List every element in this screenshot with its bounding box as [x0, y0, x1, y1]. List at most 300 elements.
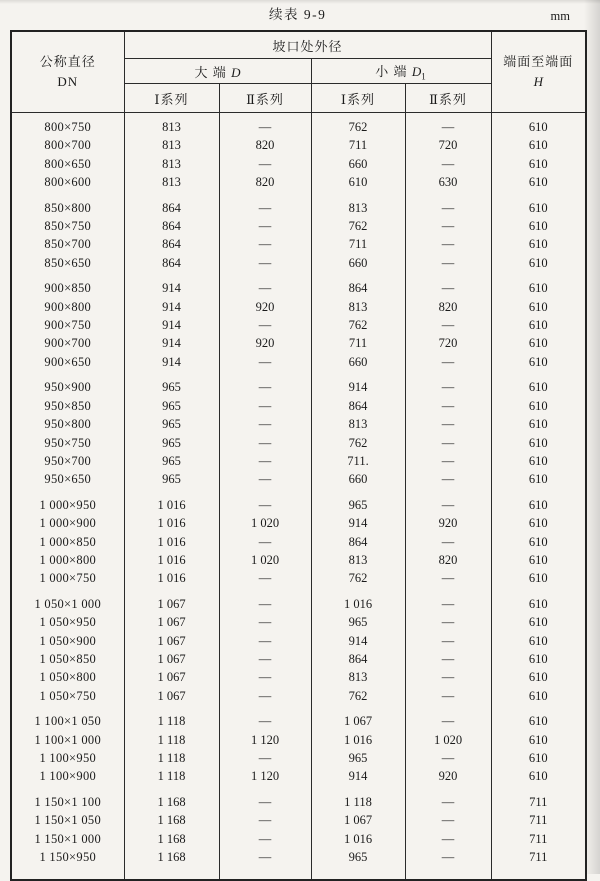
- spacer-cell: [219, 272, 311, 279]
- cell-d-series1: 813: [124, 173, 219, 191]
- spacer-cell: [219, 705, 311, 712]
- cell-d-series2: —: [219, 279, 311, 297]
- cell-d-series2: —: [219, 632, 311, 650]
- cell-d1-series1: 1 016: [311, 830, 405, 848]
- cell-d1-series2: 720: [405, 136, 491, 154]
- cell-dn: 900×750: [11, 316, 124, 334]
- cell-d1-series2: 630: [405, 173, 491, 191]
- cell-dn: 950×800: [11, 415, 124, 433]
- cell-dn: 1 100×950: [11, 749, 124, 767]
- cell-d1-series2: —: [405, 793, 491, 811]
- cell-d1-series2: 920: [405, 767, 491, 785]
- cell-d-series2: —: [219, 650, 311, 668]
- cell-d1-series1: 711: [311, 334, 405, 352]
- cell-d1-series1: 813: [311, 298, 405, 316]
- cell-d-series1: 864: [124, 199, 219, 217]
- cell-d1-series2: —: [405, 569, 491, 587]
- table-row: [11, 298, 586, 316]
- cell-d-series2: —: [219, 199, 311, 217]
- spacer-cell: [219, 866, 311, 880]
- spacer-cell: [124, 588, 219, 595]
- cell-d1-series2: —: [405, 712, 491, 730]
- cell-h: 610: [491, 378, 586, 396]
- cell-d1-series2: —: [405, 217, 491, 235]
- cell-d1-series1: 1 067: [311, 712, 405, 730]
- cell-d-series2: —: [219, 434, 311, 452]
- table-row: [11, 136, 586, 154]
- group-gap-row: [11, 489, 586, 496]
- cell-d1-series1: 864: [311, 533, 405, 551]
- cell-dn: 850×700: [11, 235, 124, 253]
- cell-d-series1: 1 168: [124, 848, 219, 866]
- cell-d-series2: —: [219, 254, 311, 272]
- cell-d1-series1: 660: [311, 353, 405, 371]
- table-row: [11, 569, 586, 587]
- spacer-cell: [491, 272, 586, 279]
- cell-dn: 1 050×850: [11, 650, 124, 668]
- cell-d-series1: 1 067: [124, 613, 219, 631]
- cell-d1-series1: 711: [311, 235, 405, 253]
- cell-d-series2: 920: [219, 334, 311, 352]
- cell-d-series2: —: [219, 397, 311, 415]
- cell-h: 610: [491, 569, 586, 587]
- cell-d1-series1: 1 016: [311, 595, 405, 613]
- cell-dn: 1 000×950: [11, 496, 124, 514]
- cell-dn: 800×700: [11, 136, 124, 154]
- cell-d-series1: 914: [124, 279, 219, 297]
- cell-d-series1: 965: [124, 378, 219, 396]
- cell-h: 610: [491, 749, 586, 767]
- cell-d1-series2: —: [405, 155, 491, 173]
- group-gap-row: [11, 192, 586, 199]
- cell-d-series1: 1 016: [124, 514, 219, 532]
- cell-h: 711: [491, 811, 586, 829]
- cell-d-series1: 813: [124, 155, 219, 173]
- spacer-cell: [11, 489, 124, 496]
- cell-h: 610: [491, 470, 586, 488]
- cell-dn: 1 150×1 000: [11, 830, 124, 848]
- cell-d1-series2: 1 020: [405, 731, 491, 749]
- spacer-cell: [405, 866, 491, 880]
- cell-d1-series1: 762: [311, 118, 405, 136]
- cell-d-series2: —: [219, 533, 311, 551]
- cell-d-series1: 1 067: [124, 668, 219, 686]
- cell-d1-series1: 914: [311, 378, 405, 396]
- cell-dn: 800×750: [11, 118, 124, 136]
- cell-h: 610: [491, 298, 586, 316]
- cell-h: 711: [491, 793, 586, 811]
- spacer-cell: [11, 588, 124, 595]
- spacer-cell: [405, 489, 491, 496]
- cell-d1-series2: —: [405, 830, 491, 848]
- cell-d1-series2: —: [405, 811, 491, 829]
- trailing-spacer-row: [11, 866, 586, 880]
- cell-d-series2: 1 020: [219, 551, 311, 569]
- cell-dn: 1 050×750: [11, 687, 124, 705]
- table-header: [11, 31, 586, 113]
- table-row: [11, 415, 586, 433]
- cell-h: 610: [491, 334, 586, 352]
- cell-d1-series1: 864: [311, 650, 405, 668]
- cell-d1-series2: —: [405, 199, 491, 217]
- table-row: [11, 397, 586, 415]
- cell-d1-series2: —: [405, 279, 491, 297]
- spacer-cell: [219, 192, 311, 199]
- table-row: [11, 279, 586, 297]
- header-big-end-symbol: D: [231, 64, 241, 80]
- cell-d-series2: 1 120: [219, 767, 311, 785]
- cell-dn: 950×650: [11, 470, 124, 488]
- cell-d1-series1: 711.: [311, 452, 405, 470]
- header-small-end-subscript: 1: [421, 71, 427, 82]
- cell-d1-series2: —: [405, 632, 491, 650]
- cell-d-series2: 1 020: [219, 514, 311, 532]
- cell-dn: 1 100×900: [11, 767, 124, 785]
- table-row: [11, 235, 586, 253]
- table-row: [11, 551, 586, 569]
- cell-d1-series1: 914: [311, 632, 405, 650]
- table-row: [11, 173, 586, 191]
- cell-dn: 1 050×1 000: [11, 595, 124, 613]
- spacer-cell: [491, 866, 586, 880]
- cell-d-series2: —: [219, 155, 311, 173]
- header-small-end-series1: Ⅰ系列: [311, 84, 405, 113]
- cell-dn: 850×750: [11, 217, 124, 235]
- table-row: [11, 767, 586, 785]
- cell-d-series1: 1 067: [124, 595, 219, 613]
- spacer-cell: [11, 705, 124, 712]
- spacer-cell: [219, 786, 311, 793]
- table-row: [11, 533, 586, 551]
- header-small-end-series2: Ⅱ系列: [405, 84, 491, 113]
- cell-d1-series2: 820: [405, 298, 491, 316]
- table-row: [11, 830, 586, 848]
- table-row: [11, 353, 586, 371]
- cell-d-series1: 1 168: [124, 830, 219, 848]
- spacer-cell: [11, 192, 124, 199]
- cell-d-series1: 1 067: [124, 632, 219, 650]
- cell-dn: 950×750: [11, 434, 124, 452]
- cell-h: 711: [491, 848, 586, 866]
- table-row: [11, 712, 586, 730]
- cell-d-series2: 920: [219, 298, 311, 316]
- cell-d-series1: 965: [124, 452, 219, 470]
- table-row: [11, 470, 586, 488]
- cell-h: 610: [491, 632, 586, 650]
- spacer-cell: [11, 272, 124, 279]
- header-small-end: [311, 59, 491, 84]
- spacer-cell: [491, 588, 586, 595]
- cell-d-series2: —: [219, 118, 311, 136]
- table-row: [11, 650, 586, 668]
- cell-dn: 1 100×1 050: [11, 712, 124, 730]
- cell-d1-series2: —: [405, 415, 491, 433]
- table-row: [11, 155, 586, 173]
- cell-d-series2: —: [219, 613, 311, 631]
- cell-d-series1: 1 118: [124, 712, 219, 730]
- cell-h: 610: [491, 254, 586, 272]
- cell-d1-series1: 660: [311, 470, 405, 488]
- spacer-cell: [311, 192, 405, 199]
- table-row: [11, 217, 586, 235]
- cell-d-series2: —: [219, 470, 311, 488]
- spacer-cell: [311, 272, 405, 279]
- group-gap-row: [11, 705, 586, 712]
- spacer-cell: [124, 489, 219, 496]
- table-row: [11, 316, 586, 334]
- cell-d-series1: 1 067: [124, 650, 219, 668]
- cell-d-series1: 813: [124, 136, 219, 154]
- cell-d-series1: 965: [124, 415, 219, 433]
- spacer-cell: [219, 588, 311, 595]
- cell-d1-series1: 1 067: [311, 811, 405, 829]
- cell-d-series2: 1 120: [219, 731, 311, 749]
- cell-d-series2: 820: [219, 173, 311, 191]
- cell-d1-series2: —: [405, 254, 491, 272]
- spacer-cell: [491, 705, 586, 712]
- cell-h: 610: [491, 712, 586, 730]
- cell-dn: 900×700: [11, 334, 124, 352]
- cell-dn: 1 000×850: [11, 533, 124, 551]
- cell-d1-series1: 813: [311, 415, 405, 433]
- cell-d-series1: 1 016: [124, 569, 219, 587]
- cell-h: 610: [491, 731, 586, 749]
- cell-d-series2: —: [219, 569, 311, 587]
- cell-d1-series1: 1 118: [311, 793, 405, 811]
- cell-h: 610: [491, 767, 586, 785]
- cell-d1-series2: —: [405, 848, 491, 866]
- cell-d1-series1: 864: [311, 279, 405, 297]
- cell-h: 610: [491, 650, 586, 668]
- cell-d-series2: —: [219, 353, 311, 371]
- header-dn-symbol: DN: [57, 74, 79, 89]
- cell-d-series2: —: [219, 848, 311, 866]
- cell-d-series1: 1 118: [124, 731, 219, 749]
- cell-h: 610: [491, 353, 586, 371]
- spacer-cell: [405, 371, 491, 378]
- cell-d-series1: 864: [124, 235, 219, 253]
- cell-dn: 1 000×900: [11, 514, 124, 532]
- cell-d1-series2: —: [405, 397, 491, 415]
- cell-d1-series1: 914: [311, 767, 405, 785]
- cell-d1-series2: 820: [405, 551, 491, 569]
- cell-d1-series1: 660: [311, 155, 405, 173]
- table-row: [11, 118, 586, 136]
- cell-d1-series2: —: [405, 434, 491, 452]
- cell-dn: 950×700: [11, 452, 124, 470]
- cell-d-series1: 965: [124, 434, 219, 452]
- cell-d-series1: 1 168: [124, 793, 219, 811]
- cell-dn: 1 050×900: [11, 632, 124, 650]
- header-small-end-symbol: D: [411, 63, 422, 79]
- cell-dn: 850×650: [11, 254, 124, 272]
- cell-d1-series1: 813: [311, 551, 405, 569]
- cell-d-series1: 1 067: [124, 687, 219, 705]
- cell-d-series1: 965: [124, 397, 219, 415]
- spacer-cell: [311, 866, 405, 880]
- table-row: [11, 254, 586, 272]
- cell-d1-series2: 920: [405, 514, 491, 532]
- cell-h: 610: [491, 514, 586, 532]
- unit-label: mm: [550, 9, 570, 23]
- table-row: [11, 731, 586, 749]
- cell-h: 610: [491, 415, 586, 433]
- cell-dn: 950×850: [11, 397, 124, 415]
- header-face-to-face-label: 端面至端面: [503, 53, 574, 69]
- cell-dn: 800×650: [11, 155, 124, 173]
- table-row: [11, 811, 586, 829]
- header-face-to-face: [491, 31, 586, 113]
- spacer-cell: [124, 705, 219, 712]
- cell-d1-series1: 965: [311, 848, 405, 866]
- cell-d-series2: —: [219, 595, 311, 613]
- table-row: [11, 687, 586, 705]
- cell-d1-series2: 720: [405, 334, 491, 352]
- cell-d1-series2: —: [405, 595, 491, 613]
- cell-h: 610: [491, 397, 586, 415]
- spacer-cell: [405, 192, 491, 199]
- cell-dn: 800×600: [11, 173, 124, 191]
- spacer-cell: [311, 489, 405, 496]
- spacer-cell: [311, 371, 405, 378]
- spacer-cell: [491, 489, 586, 496]
- cell-h: 610: [491, 217, 586, 235]
- spacer-cell: [11, 371, 124, 378]
- cell-d1-series1: 914: [311, 514, 405, 532]
- cell-h: 610: [491, 687, 586, 705]
- cell-h: 610: [491, 136, 586, 154]
- cell-h: 610: [491, 452, 586, 470]
- cell-h: 610: [491, 533, 586, 551]
- table-row: [11, 496, 586, 514]
- cell-d1-series1: 711: [311, 136, 405, 154]
- cell-d-series1: 914: [124, 298, 219, 316]
- cell-d1-series2: —: [405, 470, 491, 488]
- table-row: [11, 595, 586, 613]
- cell-d-series2: —: [219, 496, 311, 514]
- cell-dn: 1 150×1 100: [11, 793, 124, 811]
- cell-h: 610: [491, 595, 586, 613]
- cell-h: 711: [491, 830, 586, 848]
- spec-table: [10, 30, 587, 881]
- table-row: [11, 793, 586, 811]
- cell-d1-series1: 762: [311, 569, 405, 587]
- cell-dn: 850×800: [11, 199, 124, 217]
- spacer-cell: [124, 272, 219, 279]
- cell-d1-series1: 610: [311, 173, 405, 191]
- cell-d1-series1: 762: [311, 687, 405, 705]
- spacer-cell: [124, 786, 219, 793]
- cell-d1-series2: —: [405, 452, 491, 470]
- cell-d1-series1: 762: [311, 217, 405, 235]
- cell-dn: 900×800: [11, 298, 124, 316]
- header-big-end-series1: Ⅰ系列: [124, 84, 219, 113]
- table-row: [11, 613, 586, 631]
- cell-h: 610: [491, 235, 586, 253]
- header-small-end-label: 小 端: [375, 63, 408, 79]
- cell-d-series2: —: [219, 235, 311, 253]
- cell-d1-series2: —: [405, 533, 491, 551]
- cell-dn: 950×900: [11, 378, 124, 396]
- table-row: [11, 434, 586, 452]
- header-big-end-label: 大 端: [194, 64, 227, 80]
- cell-d1-series2: —: [405, 118, 491, 136]
- spacer-cell: [311, 786, 405, 793]
- cell-d-series1: 914: [124, 316, 219, 334]
- spacer-cell: [219, 371, 311, 378]
- cell-d-series1: 1 118: [124, 767, 219, 785]
- cell-dn: 1 050×950: [11, 613, 124, 631]
- cell-d1-series2: —: [405, 687, 491, 705]
- cell-d1-series2: —: [405, 613, 491, 631]
- spacer-cell: [405, 786, 491, 793]
- cell-d1-series2: —: [405, 353, 491, 371]
- spacer-cell: [11, 786, 124, 793]
- spacer-cell: [219, 489, 311, 496]
- group-gap-row: [11, 371, 586, 378]
- cell-h: 610: [491, 496, 586, 514]
- header-nominal-diameter-label: 公称直径: [39, 53, 96, 69]
- table-row: [11, 334, 586, 352]
- cell-h: 610: [491, 434, 586, 452]
- group-gap-row: [11, 786, 586, 793]
- spacer-cell: [491, 371, 586, 378]
- table-row: [11, 514, 586, 532]
- cell-dn: 1 050×800: [11, 668, 124, 686]
- table-row: [11, 848, 586, 866]
- header-groove-od: 坡口处外径: [124, 31, 491, 59]
- cell-d-series2: —: [219, 830, 311, 848]
- cell-d-series1: 1 118: [124, 749, 219, 767]
- spacer-cell: [311, 588, 405, 595]
- spacer-cell: [124, 866, 219, 880]
- cell-d-series2: —: [219, 793, 311, 811]
- cell-d-series2: —: [219, 378, 311, 396]
- cell-dn: 900×650: [11, 353, 124, 371]
- table-row: [11, 378, 586, 396]
- cell-d1-series2: —: [405, 316, 491, 334]
- cell-dn: 1 100×1 000: [11, 731, 124, 749]
- cell-d-series2: —: [219, 217, 311, 235]
- spacer-cell: [124, 371, 219, 378]
- spacer-cell: [124, 192, 219, 199]
- spacer-cell: [405, 272, 491, 279]
- cell-d1-series2: —: [405, 650, 491, 668]
- cell-dn: 1 150×1 050: [11, 811, 124, 829]
- cell-d1-series1: 965: [311, 496, 405, 514]
- cell-d-series2: —: [219, 811, 311, 829]
- cell-dn: 1 150×950: [11, 848, 124, 866]
- cell-d-series2: —: [219, 712, 311, 730]
- cell-h: 610: [491, 155, 586, 173]
- cell-h: 610: [491, 668, 586, 686]
- cell-d1-series2: —: [405, 378, 491, 396]
- cell-dn: 1 000×750: [11, 569, 124, 587]
- cell-d-series2: —: [219, 452, 311, 470]
- cell-d1-series2: —: [405, 235, 491, 253]
- cell-d-series1: 1 016: [124, 496, 219, 514]
- cell-d-series1: 914: [124, 353, 219, 371]
- header-big-end-series2: Ⅱ系列: [219, 84, 311, 113]
- cell-h: 610: [491, 279, 586, 297]
- cell-h: 610: [491, 613, 586, 631]
- cell-d-series1: 1 016: [124, 533, 219, 551]
- cell-d1-series1: 965: [311, 749, 405, 767]
- cell-d1-series1: 864: [311, 397, 405, 415]
- table-row: [11, 749, 586, 767]
- header-nominal-diameter: [11, 31, 124, 113]
- cell-dn: 1 000×800: [11, 551, 124, 569]
